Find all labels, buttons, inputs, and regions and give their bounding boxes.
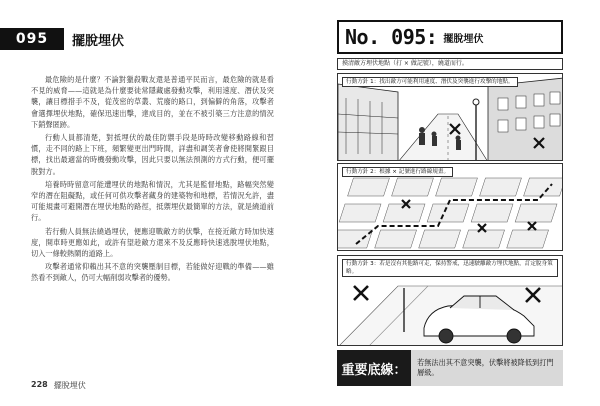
key-takeaway-box — [337, 350, 563, 386]
panel-caption: 行動方針 2：根據 × 記號進行路線規畫。 — [342, 167, 453, 177]
route-map-illustration — [338, 164, 563, 251]
body-text — [31, 74, 274, 286]
paragraph: 攻擊者通常仰賴出其不意的突襲壓制目標，若能做好迎戰的準備——雖然看不到敵人，仍可大幅削弱攻擊者的優勢。 — [31, 262, 274, 283]
page-number: 228 — [31, 380, 48, 389]
panel-caption: 行動方針 1：找出敵方可能利用速度、潛伏及突襲進行攻擊的地點。 — [342, 77, 518, 87]
panel-caption: 行動方針 3：若是沒有其他路可走，保持警戒，迅速駛離敵方埋伏地點，訂定脫身策略。 — [342, 259, 558, 277]
skill-number: No. 095: — [345, 25, 438, 49]
paragraph: 培養時時留意可能遭埋伏的地點和情況，尤其是監督地點，路幅突然變窄的潛在阻礙點，或任何可供攻擊者藏身的建築物和地標，若情況允許，盡可能規畫可避開潛在埋伏地點的路徑，抵禦埋伏最簡單的方法，就是繞道前行。 — [31, 179, 274, 223]
intro-note: 摸清敵方埋伏地點（打 × 做記號），繞道而行。 — [337, 58, 563, 70]
chapter-header — [0, 28, 124, 50]
street-ambush-illustration — [338, 74, 563, 161]
paragraph: 若行動人員無法繞過埋伏，便應迎戰敵方的伏擊，在接近敵方時加快速度，開車時更應如此，或許有望趁敵方還來不及反應時快速逃脫埋伏地點，切入一條較熱鬧的道路上。 — [31, 226, 274, 259]
illustration-panel-2 — [337, 163, 563, 251]
chapter-number: 095 — [0, 28, 64, 50]
paragraph: 行動人員都清楚，對抵埋伏的最佳防禦手段是時時改變移動路線和習慣，走不同的路上下班，頻繁變更出門時間，詳盡和調笑者會使將開緊跟目標，找出最適當的時機發動攻擊，因此只要以無法預測的方式行動，便可擺脫對方。 — [31, 133, 274, 176]
skill-title-box — [337, 20, 563, 54]
running-title: 擺脫埋伏 — [53, 381, 86, 390]
key-takeaway-text: 若無法出其不意突襲，伏擊將被降低到打門層級。 — [417, 358, 554, 377]
skill-title: 擺脫埋伏 — [443, 33, 484, 45]
page-footer — [31, 380, 86, 391]
paragraph: 最危險的是什麼？不論對獵殺戰友還是普通平民而言，最危險的就是看不見的威脅——這就是為什麼要徒常隱藏處發動攻擊，利用速度、潛伏及突襲，讓目標措手不及，從茂密的草叢、荒廢的路口，到偏僻的角落，攻擊者會選擇埋伏地點，確保迅速出擊，達成目的，並在不被引築三方注意的情況下銷聲匿跡。 — [31, 75, 274, 129]
right-page — [302, 0, 600, 406]
key-takeaway-label: 重要底線： — [337, 350, 411, 386]
chapter-title: 擺脫埋伏 — [72, 33, 125, 49]
illustration-panel-3 — [337, 255, 563, 346]
illustration-panel-1 — [337, 73, 563, 161]
left-page — [0, 0, 298, 406]
